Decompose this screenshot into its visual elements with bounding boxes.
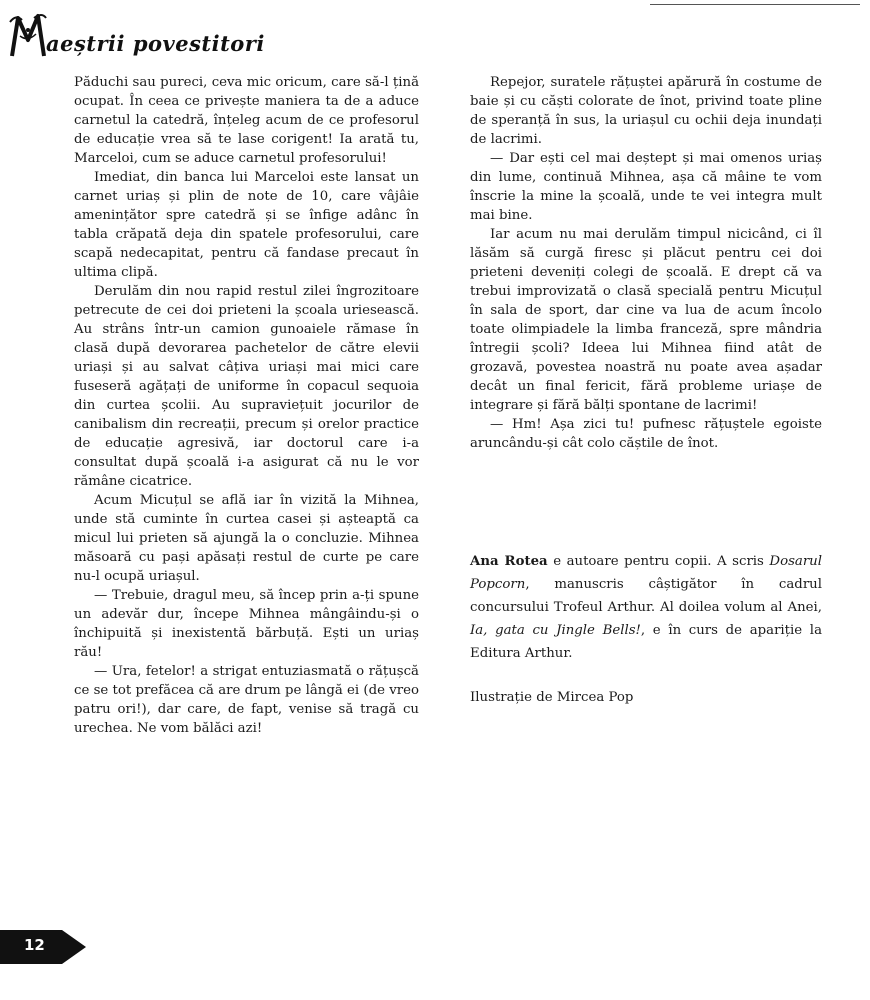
book-title: Ia, gata cu Jingle Bells! <box>470 623 641 638</box>
author-name: Ana Rotea <box>470 554 548 569</box>
bio-text: e autoare pentru copii. A scris <box>547 554 770 569</box>
paragraph: Iar acum nu mai derulăm timpul nicicând, ci îl lăsăm să curgă firesc și plăcut pentru cei doi prieteni deveniți colegi de școală. E drept că va trebui improvizată o clasă specială pentru Micuțul în sala de sport, dar cine va lua de acum încolo toate olimpiadele la limba franceză, spre mândria întregii școli? Ideea lui Mihnea fiind atât de grozavă, povestea noastră nu poate avea așadar decât un final fericit, fără probleme uriașe de integrare și fără bălți spontane de lacrimi! <box>470 227 822 413</box>
paragraph: Repejor, suratele rățuștei apărură în costume de baie și cu căști colorate de înot, privind toate pline de speranță în sus, la uriașul cu ochii deja inundați de lacrimi. <box>470 75 822 147</box>
bio-text: , manuscris câștigător în cadrul concursului Trofeul Arthur. Al doilea volum al Anei, <box>470 577 822 615</box>
section-title: aeștrii povestitori <box>46 31 265 56</box>
author-bio <box>470 550 822 665</box>
left-column <box>74 73 419 738</box>
section-header <box>8 12 265 60</box>
paragraph: — Trebuie, dragul meu, să încep prin a-ți spune un adevăr dur, începe Mihnea mângâindu-și o închipuită și inexistentă bărbuță. Ești un uriaș rău! <box>74 588 419 660</box>
book-title: Dosarul Popcorn <box>470 554 822 592</box>
right-column <box>470 73 822 453</box>
paragraph: — Hm! Așa zici tu! pufnesc rățuștele egoiste aruncându-și cât colo căștile de înot. <box>470 417 822 451</box>
bio-text: , e în curs de apariție la Editura Arthur. <box>470 623 822 661</box>
paragraph: Derulăm din nou rapid restul zilei îngrozitoare petrecute de cei doi prieteni la școala uriesească. Au strâns într-un camion gunoaiele rămase în clasă după devorarea pachetelor de către elevii uriași și au salvat câțiva uriași mai mici care fuseseră agățați de uniforme în copacul sequoia din curtea școlii. Au supraviețuit jocurilor de canibalism din recreații, precum și orelor practice de educație agresivă, iar doctorul care i-a consultat după școală i-a asigurat că nu le vor rămâne cicatrice. <box>74 284 419 489</box>
paragraph: — Dar ești cel mai deștept și mai omenos uriaș din lume, continuă Mihnea, așa că mâine te vom înscrie la mine la școală, unde te vei integra mult mai bine. <box>470 151 822 223</box>
page-number: 12 <box>24 936 45 954</box>
paragraph: Acum Micuțul se află iar în vizită la Mihnea, unde stă cuminte în curtea casei și așteaptă ca micul lui prieten să ajungă la o concluzie. Mihnea măsoară cu pași apăsați restul de curte pe care nu-l ocupă uriașul. <box>74 493 419 584</box>
illustration-credit: Ilustrație de Mircea Pop <box>470 690 634 705</box>
paragraph: — Ura, fetelor! a strigat entuziasmată o rățușcă ce se tot prefăcea că are drum pe lângă ei (de vreo patru ori!), dar care, de fapt, venise să tragă cu urechea. Ne vom bălăci azi! <box>74 664 419 736</box>
decorative-initial-m-icon <box>8 12 48 60</box>
paragraph: Imediat, din banca lui Marceloi este lansat un carnet uriaș și plin de note de 10, care vâjâie amenințător spre catedră și se înfige adânc în tabla crăpată deja din spatele profesorului, care scapă nedecapitat, pentru că fandase precaut în ultima clipă. <box>74 170 419 280</box>
bio-paragraph <box>470 550 822 665</box>
top-rule <box>650 4 860 5</box>
paragraph: Păduchi sau pureci, ceva mic oricum, care să-l țină ocupat. În ceea ce privește maniera ta de a aduce carnetul la catedră, înțeleg acum de ce profesorul de educație vrea să te lase corigent! Ia arată tu, Marceloi, cum se aduce carnetul profesorului! <box>74 75 419 166</box>
